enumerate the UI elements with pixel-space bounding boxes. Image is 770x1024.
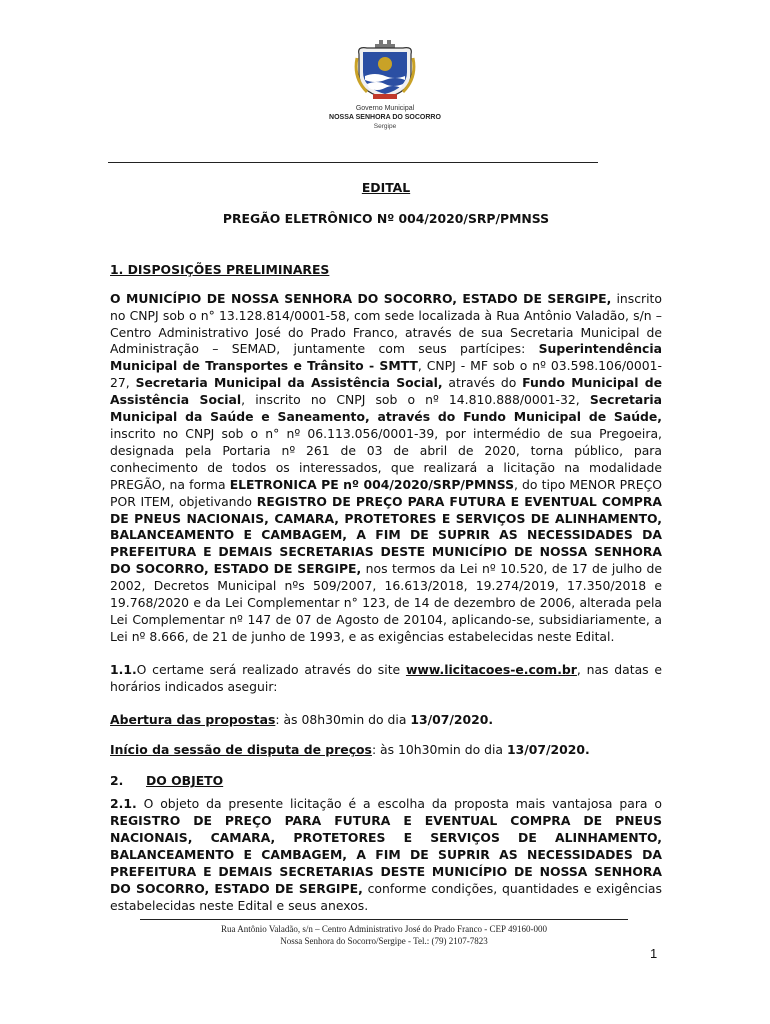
text: O certame será realizado através do site <box>136 661 406 677</box>
municipal-logo <box>328 38 442 131</box>
text-bold: Fundo Municipal de Assistência Social <box>110 375 663 408</box>
paragraph-preliminary <box>110 291 662 646</box>
bidding-session-line <box>110 742 662 759</box>
text: , do tipo MENOR PREÇO POR ITEM, objetivando <box>110 476 662 509</box>
text-bold: Secretaria Municipal da Saúde e Saneamento, através do Fundo Municipal de Saúde, <box>110 392 663 425</box>
section-1-heading: 1. DISPOSIÇÕES PRELIMINARES <box>110 261 330 277</box>
bidding-session-label: Início da sessão de disputa de preços <box>110 742 372 758</box>
text: : às 10h30min do dia <box>371 742 507 758</box>
text: , inscrito no CNPJ sob o nº 14.810.888/0001-32, <box>241 392 590 408</box>
opening-proposals-label: Abertura das propostas <box>110 711 276 727</box>
text: , CNPJ - MF sob o nº 03.598.106/0001-27, <box>110 358 663 391</box>
footer-address: Rua Antônio Valadão, s/n – Centro Administrativo José do Prado Franco - CEP 49160-000 <box>221 924 547 934</box>
paragraph-1-1 <box>110 662 662 696</box>
logo-line-municipality: NOSSA SENHORA DO SOCORRO <box>329 114 441 121</box>
website-link[interactable]: www.licitacoes-e.com.br <box>405 661 577 677</box>
text: O objeto da presente licitação é a escolha da proposta mais vantajosa para o <box>136 796 662 812</box>
footer-contact: Nossa Senhora do Socorro/Sergipe - Tel.: (79) 2107-7823 <box>280 936 488 946</box>
text: : às 08h30min do dia <box>275 711 411 727</box>
opening-proposals-date: 13/07/2020. <box>410 711 494 727</box>
document-subtitle: PREGÃO ELETRÔNICO Nº 004/2020/SRP/PMNSS <box>222 210 550 226</box>
text: nos termos da Lei nº 10.520, de 17 de julho de 2002, Decretos Municipal nºs 509/2007, 16.613/2018, 19.274/2019, 17.350/2018 e 19.768/2020 e da Lei Complementar n° 123, de 14 de dezembro de 2006, alterada pela Lei Complementar nº 147 de 07 de Agosto de 20104, aplicando-se, subsidiariamente, a Lei nº 8.666, de 21 de junho de 1993, e as exigências estabelecidas neste Edital. <box>110 561 662 644</box>
coat-of-arms-icon <box>353 38 417 102</box>
footer <box>140 923 628 947</box>
logo-line-state: Sergipe <box>373 123 397 130</box>
text-bold: REGISTRO DE PREÇO PARA FUTURA E EVENTUAL COMPRA DE PNEUS NACIONAIS, CAMARA, PROTETORES E SERVIÇOS DE ALINHAMENTO, BALANCEAMENTO E CAMBAGEM, A FIM DE SUPRIR AS NECESSIDADES DA PREFEITURA E DEMAIS SECRETARIAS DESTE MUNICÍPIO DE NOSSA SENHORA DO SOCORRO, ESTADO DE SERGIPE, <box>110 813 662 896</box>
footer-divider <box>140 919 628 920</box>
text: inscrito no CNPJ sob o n° 13.128.814/0001-58, com sede localizada à Rua Antônio Valadão, s/n – Centro Administrativo José do Prado Franco, através de sua Secretaria Municipal de Administração – SEMAD, juntamente com seus partícipes: <box>110 290 662 357</box>
opening-proposals-line <box>110 712 662 729</box>
text-bold: Secretaria Municipal da Assistência Social, <box>135 375 443 391</box>
clause-number: 2.1. <box>110 796 137 812</box>
text-bold: REGISTRO DE PREÇO PARA FUTURA E EVENTUAL COMPRA DE PNEUS NACIONAIS, CAMARA, PROTETORES E SERVIÇOS DE ALINHAMENTO, BALANCEAMENTO E CAMBAGEM, A FIM DE SUPRIR AS NECESSIDADES DA PREFEITURA E DEMAIS SECRETARIAS DESTE MUNICÍPIO DE NOSSA SENHORA DO SOCORRO, ESTADO DE SERGIPE, <box>110 493 662 577</box>
text-bold: Superintendência Municipal de Transportes e Trânsito - SMTT <box>110 341 662 374</box>
clause-number: 1.1. <box>110 661 137 677</box>
document-title: EDITAL <box>361 180 411 195</box>
page-number: 1 <box>650 946 658 961</box>
bidding-session-date: 13/07/2020. <box>506 742 590 758</box>
text: conforme condições, quantidades e exigências estabelecidas neste Edital e seus anexos. <box>110 880 662 913</box>
section-2-label: DO OBJETO <box>146 773 224 789</box>
text: através do <box>442 375 523 391</box>
section-2-number: 2. <box>110 773 124 789</box>
text-bold: O MUNICÍPIO DE NOSSA SENHORA DO SOCORRO, ESTADO DE SERGIPE, <box>110 290 612 306</box>
header-divider <box>108 162 598 163</box>
section-2-heading <box>110 773 662 790</box>
text: inscrito no CNPJ sob o n° nº 06.113.056/0001-39, por intermédio de sua Pregoeira, designada pela Portaria nº 261 de 03 de abril de 2020, torna público, para conhecimento de todos os interessados, que realizará a licitação na modalidade PREGÃO, na forma <box>110 425 662 492</box>
document-body <box>110 180 662 931</box>
paragraph-2-1 <box>110 796 662 914</box>
text: , nas datas e horários indicados aseguir: <box>110 661 662 694</box>
logo-line-government: Governo Municipal <box>355 105 415 112</box>
text-bold: ELETRONICA PE nº 004/2020/SRP/PMNSS <box>229 476 515 492</box>
